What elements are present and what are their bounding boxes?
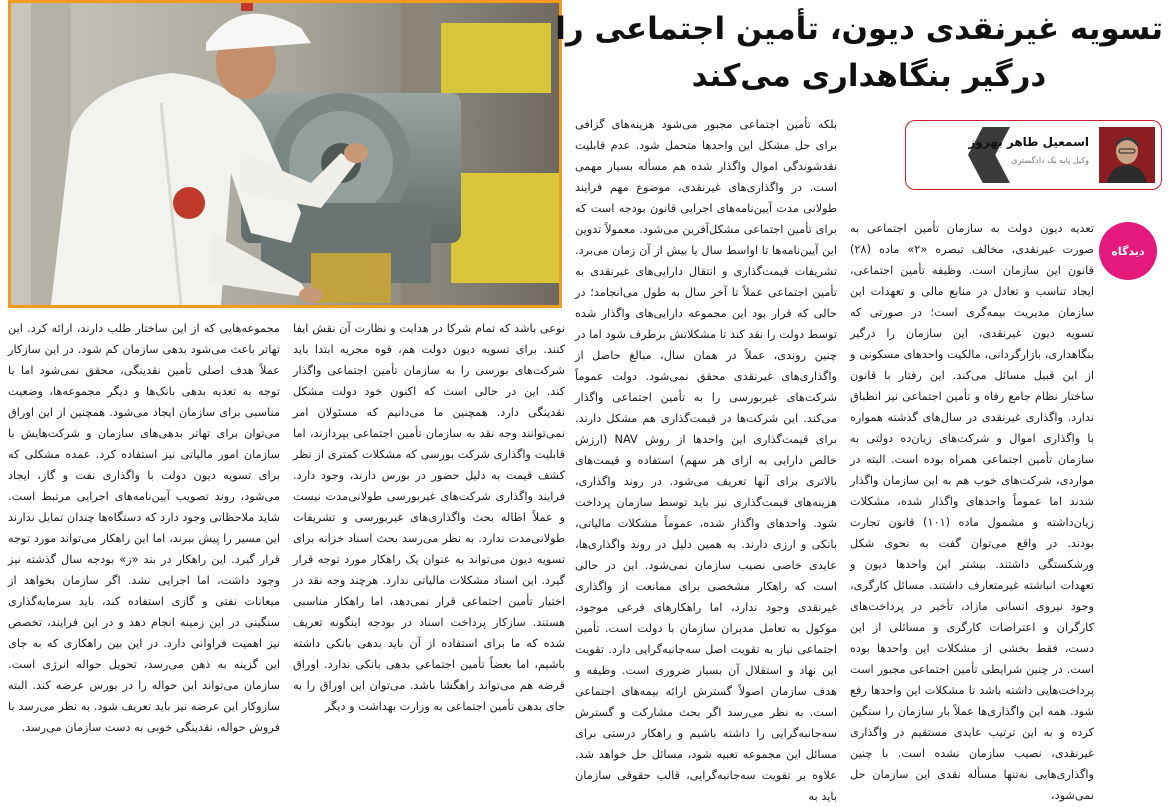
industrial-worker-photo [8, 0, 562, 308]
worker-photo-illustration [11, 3, 559, 305]
author-portrait-icon [1099, 127, 1155, 183]
author-box [905, 120, 1162, 190]
article-column-2: بلکه تأمین اجتماعی مجبور می‌شود هزینه‌های گزافی برای حل مشکل این واحدها متحمل شود. عدم قابلیت نقدشوندگی اموال واگذار شده هم مسأله بسیار مهمی است. در واگذاری‌های غیرنقدی، موضوع مهم فرایند طولانی مدت آیین‌نامه‌های اجرایی قانون بودجه است که برای تأمین اجتماعی مشکل‌آفرین می‌شود. معمولاً تدوین این آیین‌نامه‌ها تا اواسط سال یا بیش از آن زمان می‌برد. تشریفات قیمت‌گذاری و انتقال دارایی‌های غیرنقدی به تأمین اجتماعی عملاً تا آخر سال به طول می‌انجامد؛ در حالی که قرار بود این مجموعه دارایی‌های واگذار شده توسط دولت را نقد کند تا مشکلاتش برطرف شود اما در چنین روندی، عملاً در همان سال، مبالغ حاصل از واگذاری‌های غیرنقدی محقق نمی‌شود. دولت عموماً شرکت‌های غیربورسی را به تأمین اجتماعی واگذار می‌کند. این شرکت‌ها در قیمت‌گذاری هم مشکل دارند. برای قیمت‌گذاری این واحدها از روش NAV (ارزش خالص دارایی به ازای هر سهم) استفاده و قیمت‌های بالاتری برای آنها تعریف می‌شود. در روند واگذاری، هزینه‌های قیمت‌گذاری نیز باید توسط سازمان پرداخت شود. واحدهای واگذار شده، عموماً مشکلات مالیاتی، بانکی و ارزی دارند. به همین دلیل در روند واگذاری‌ها، عایدی خاصی نصیب سازمان نمی‌شود. این در حالی است که راهکار مشخصی برای ممانعت از واگذاری غیرنقدی وجود ندارد، اما راهکارهای فرعی موجود، موکول به تعامل مدیران سازمان با دولت است. تأمین اجتماعی نیاز به تقویت اصل سه‌جانبه‌گرایی دارد. تقویت این نهاد و استقلال آن بسیار ضروری است. وظیفه و هدف سازمان اصولاً گسترش ارائه بیمه‌های اجتماعی است. به نظر می‌رسد اگر بحث مشارکت و گسترش سه‌جانبه‌گرایی را داشته باشیم و راهکار درستی برای مسائل این مجموعه تعبیه شود، مسائل حل خواهد شد. علاوه بر تقویت سه‌جانبه‌گرایی، قالب حقوقی سازمان باید به [575, 118, 837, 803]
article-column-3: نوعی باشد که تمام شرکا در هدایت و نظارت آن نقش ایفا کنند. برای تسویه دیون دولت هم، قوه مجریه ابتدا باید شرکت‌های بورسی را به سازمان تأمین اجتماعی واگذار کند. این در حالی است که اکنون خود دولت مشکل نقدینگی دارد. همچنین ما می‌دانیم که مسئولان امر نمی‌توانند وجه نقد به سازمان تأمین اجتماعی بپردازند، اما قابلیت واگذاری شرکت بورسی که مشکلات کمتری از نظر کشف قیمت به دلیل حضور در بورس دارند، وجود دارد. فرایند واگذاری شرکت‌های غیربورسی طولانی‌مدت نیست و عملاً اطاله بحث واگذاری‌های غیربورسی و تشریفات طولانی‌مدت ندارد. به نظر می‌رسد بحث اسناد خزانه برای تسویه دیون می‌تواند به عنوان یک راهکار مورد توجه قرار گیرد. این اسناد مشکلات مالیاتی ندارد. هرچند وجه نقد در اختیار تأمین اجتماعی قرار نمی‌دهد، اما راهکار مناسبی هستند. سازکار پرداخت اسناد در بودجه اینگونه تعریف شده که ما برای استفاده از آن باید بدهی بانکی داشته باشیم، اما بعضاً تأمین اجتماعی بدهی بانکی ندارد. اوراق قرضه هم می‌تواند راهگشا باشد. می‌توان این اوراق را به جای بدهی تأمین اجتماعی به وزارت بهداشت و دیگر [293, 322, 565, 713]
section-tag: دیدگاه [1099, 222, 1157, 280]
author-name: اسمعیل طاهر بهروز [968, 135, 1089, 149]
headline-line-2: درگیر بنگاهداری می‌کند [691, 58, 1047, 94]
article-column-4: مجموعه‌هایی که از این ساختار طلب دارند، ارائه کرد. این تهاتر باعث می‌شود بدهی سازمان کم شود. در این سازکار عملاً هدف اصلی تأمین نقدینگی، محقق نمی‌شود اما با توجه به تعدیه بدهی بانک‌ها و دیگر مجموعه‌ها، وضعیت مناسبی برای سازمان ایجاد می‌شود. همچنین از این اوراق می‌توان برای تهاتر بدهی‌های سازمان و شرکت‌هایش با سازمان امور مالیاتی نیز استفاده کرد. عمده مشکلی که برای تسویه دیون دولت با واگذاری نفت و گاز، ایجاد می‌شود، روند تصویب آیین‌نامه‌های اجرایی مرتبط است. شاید ملاحظاتی وجود دارد که دستگاه‌ها چندان تمایل ندارند این مسیر را پیش ببرند، اما این راهکار می‌تواند مورد توجه قرار گیرد. این راهکار در بند «ز» بودجه سال گذشته نیز وجود داشت، اما اجرایی نشد. اگر سازمان بخواهد از میعانات نفتی و گازی استفاده کند، باید سرمایه‌گذاری سنگینی در این زمینه انجام دهد و در این فرایند، تخصص نیز اهمیت فراوانی دارد. در این بین راهکاری که به جای این گزینه به ذهن می‌رسد، تحویل حواله انرژی است. سازمان می‌تواند این حواله را در بورس عرضه کند. البته سازوکار این عرضه نیز باید تعریف شود. به نظر می‌رسد با فروش حواله، نقدینگی خوبی به دست سازمان می‌رسد. [8, 322, 280, 734]
headline [555, 6, 1163, 100]
author-avatar [1099, 127, 1155, 183]
author-role: وکیل پایه یک دادگستری [1011, 156, 1089, 165]
headline-line-1: تسویه غیرنقدی دیون، تأمین اجتماعی را [555, 11, 1163, 47]
article-column-1: تعدیه دیون دولت به سازمان تأمین اجتماعی به صورت غیرنقدی، مخالف تبصره «۲» ماده (۲۸) قانون این سازمان است. وظیفه تأمین اجتماعی، ایجاد تناسب و تعادل در منابع مالی و تعهدات این سازمان مدیریت بیمه‌گری است؛ در صورتی که تسویه دیون غیرنقدی، این سازمان را درگیر بنگاهداری، بازارگردانی، مالکیت واحدهای مسکونی و از این قبیل مسائل می‌کند. این رفتار با قانون ساختار نظام جامع رفاه و تأمین اجتماعی نیز انطباق ندارد. واگذاری غیرنقدی در سال‌های گذشته همواره با واگذاری اموال و شرکت‌های زیان‌ده دولتی به سازمان تأمین اجتماعی همراه بوده است. البته در مواردی، شرکت‌های خوب هم به این سازمان واگذار شدند اما عموماً واحدهای واگذار شده، مشکلات زیان‌داشته و مشمول ماده (۱۰۱) قانون تجارت بودند. در واقع می‌توان گفت به نحوی شکل ورشکستگی داشتند. بیشتر این واحدها دیون و تعهدات انباشته غیرمتعارف داشتند. مسائل کارگری، وجود نیروی انسانی مازاد، تأخیر در پرداخت‌های کارگران و اعتراضات کارگری و مسائلی از این دست، فقط بخشی از مشکلات این واحدها بوده است. در چنین شرایطی تأمین اجتماعی مجبور است پرداخت‌هایی داشته باشد تا مشکلات این واحدها رفع شود. همه این واگذاری‌ها عملاً بار سازمان را سنگین کرده و به این ترتیب عایدی مستقیم در واگذاری غیرنقدی، نصیب سازمان نشده است. با چنین واگذاری‌هایی نه‌تنها مسأله نقدی این سازمان حل نمی‌شود، [850, 222, 1094, 802]
